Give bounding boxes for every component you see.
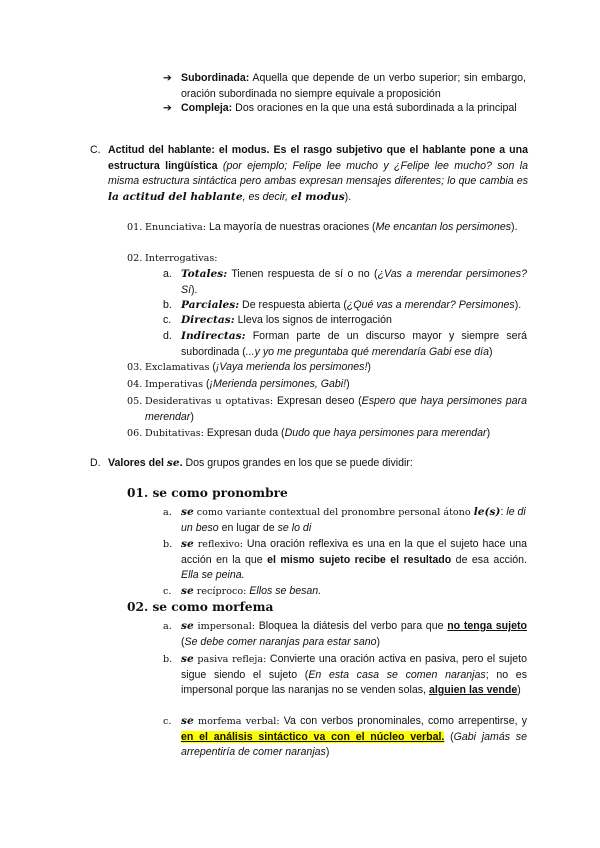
item-exclamativas: Exclamativas (¡Vaya merienda los persimones!) (145, 361, 371, 373)
item-number: 04. (127, 379, 143, 390)
pronombre-item-c: se recíproco: Ellos se besan. (181, 585, 322, 597)
arrow-bullet-icon: ➔ (163, 72, 172, 84)
section-c-intro: Actitud del hablante: el modus. Es el rasgo subjetivo que el hablante pone a una estructura lingüística (por ejemplo; Felipe lee mucho y ¿Felipe lee mucho? son la misma estructura sintáctica pero ambas expresan mensajes diferentes; lo que cambia es la actitud del hablante, es decir, el modus). (108, 144, 529, 203)
morfema-item-c: se morfema verbal: Va con verbos pronominales, como arrepentirse, y en el análisis sintáctico va con el núcleo verbal. (Gabi jamás se arrepentiría de comer naranjas) (181, 715, 528, 758)
sub-letter: b. (163, 654, 173, 665)
morfema-item-a: se impersonal: Bloquea la diátesis del verbo para que no tenga sujeto (Se debe comer naranjas para estar sano) (181, 620, 527, 648)
section-letter-c: C. (90, 144, 101, 156)
item-dubitativas: Dubitativas: Expresan duda (Dudo que haya persimones para merendar) (145, 427, 491, 439)
pronombre-item-b: se reflexivo: Una oración reflexiva es una en la que el sujeto hace una acción en la que el mismo sujeto recibe el resultado de esa acción. Ella se peina. (181, 538, 527, 581)
pronombre-item-a: se como variante contextual del pronombre personal átono le(s): le di un beso en lugar de se lo di (181, 506, 526, 534)
section-d-intro: Valores del se. Dos grupos grandes en los que se puede dividir: (108, 457, 413, 469)
group-heading-pronombre: 01. se como pronombre (127, 486, 288, 500)
item-interrogativas: Interrogativas: (145, 253, 218, 264)
sub-letter: b. (163, 299, 172, 311)
item-number: 03. (127, 362, 143, 373)
morfema-item-b: se pasiva refleja: Convierte una oración activa en pasiva, pero el sujeto sigue siendo el sujeto (En esta casa se comen naranjas; no es impersonal porque las naranjas no se venden solas, alguien las vende) (181, 653, 527, 696)
item-number: 01. (127, 222, 143, 233)
item-enunciativa: Enunciativa: La mayoría de nuestras oraciones (Me encantan los persimones). (145, 221, 518, 233)
item-number: 06. (127, 428, 143, 439)
sub-letter: c. (163, 716, 172, 727)
sub-item-indirectas: Indirectas: Forman parte de un discurso mayor y siempre será subordinada (...y yo me preguntaba qué merendaría Gabi ese día) (181, 330, 527, 358)
sub-letter: c. (163, 586, 172, 597)
bullet-subordinada: Subordinada: Aquella que depende de un verbo superior; sin embargo, oración subordinada no siempre equivale a proposición (181, 72, 526, 100)
arrow-bullet-icon: ➔ (163, 102, 172, 114)
sub-letter: a. (163, 507, 172, 518)
section-letter-d: D. (90, 457, 101, 469)
sub-letter: c. (163, 314, 172, 326)
item-imperativas: Imperativas (¡Merienda persimones, Gabi!) (145, 378, 350, 390)
sub-letter: a. (163, 268, 172, 280)
group-heading-morfema: 02. se como morfema (127, 600, 274, 614)
sub-item-totales: Totales: Tienen respuesta de sí o no (¿Vas a merendar persimones? Sí). (181, 268, 527, 296)
item-number: 02. (127, 253, 143, 264)
sub-letter: d. (163, 330, 172, 342)
item-desiderativas: Desiderativas u optativas: Expresan deseo (Espero que haya persimones para merendar) (145, 395, 527, 423)
item-number: 05. (127, 396, 143, 407)
sub-item-parciales: Parciales: De respuesta abierta (¿Qué vas a merendar? Persimones). (181, 299, 522, 311)
sub-letter: a. (163, 621, 172, 632)
sub-item-directas: Directas: Lleva los signos de interrogación (181, 314, 392, 326)
bullet-compleja: Compleja: Dos oraciones en la que una está subordinada a la principal (181, 102, 517, 114)
sub-letter: b. (163, 539, 173, 550)
